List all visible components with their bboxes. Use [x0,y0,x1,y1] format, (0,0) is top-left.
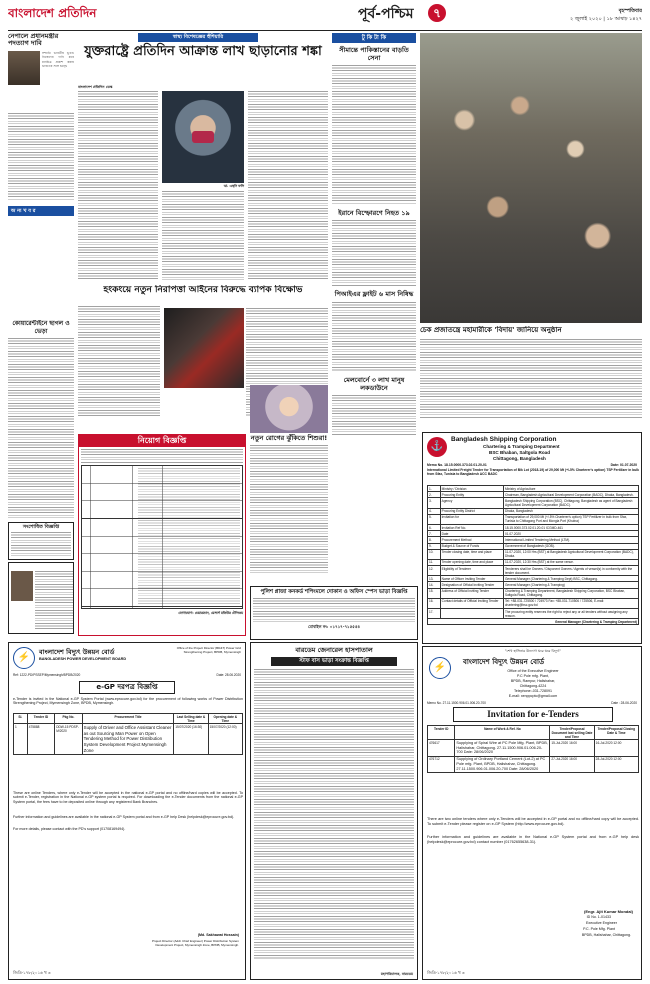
recruitment-notice [78,434,246,636]
bsc-sub1: Chartering & Tramping Department [483,444,560,449]
bsc-cell: 11. [428,559,441,565]
bpdb-right-th-close: Tender/Proposal Closing Date & Time [594,726,638,740]
bpdb-right-title: বাংলাদেশ বিদ্যুৎ উন্নয়ন বোর্ড [463,658,545,666]
bpdb-right-tel: Telephone:-031-728091 [514,689,552,693]
bsc-cell: Government of Bangladesh (GOB). [503,543,638,549]
table-row [428,514,639,524]
bsc-intro: International Limited Freight Tender for Transportation of Bik Lot (2018-19) of 29,000 Mt (+/-5% Charterer's option) TSP Fertilizer in bulk from Sfax, Tunisia to Bangladesh ACC BADC [427,468,639,477]
bsc-cell: 7. [428,531,441,537]
bsc-cell: Tenderers shall be Owners / Disponent Owners / Agents of vessel(s) in conformity with the tender document. [503,566,638,576]
bpdb-left-th-sell: Last Selling date & Time [174,714,208,724]
side-ad-body [35,571,73,631]
police-mobile: মোবাইল নং: ০১৭১৭-৭১৫৫৫৪ [307,623,361,629]
bpdb-right-th-sell: Tender/Proposal Document last selling Date and Time [551,726,593,739]
recruitment-footer: যোগাযোগ: চেয়ারম্যান, মেসার্স মতিউর টেলিকম [178,611,243,615]
bpdb-right-office1: Office of the Executive Engineer [507,669,559,673]
bpdb-left-cell-sell: 15/07/2020 (16:30) [174,724,208,755]
bpdb-left-cell-open: 15/07/2020 (12:00) [208,724,242,755]
other-news-label [8,206,74,216]
masthead [8,4,642,32]
bpdb-right-office4: Chittagong-4224 [519,684,547,688]
bpdb-right-r1-sell: 15-Jul-2020 16:00 [550,740,594,756]
table-row [428,588,639,598]
china-story [8,320,74,520]
bsc-cell: Date [440,531,503,537]
side-ad-photo [11,571,33,601]
bpdb-right-quote: "শেখ হাসিনার উদ্যোগ ঘরে ঘরে বিদ্যুৎ" [504,649,562,653]
bpdb-right-r1-id: 476617 [428,740,455,756]
bpdb-right-tender [422,646,642,980]
bsc-cell: 9. [428,543,441,549]
bpdb-left-th-open: Opening date & Time [208,714,242,724]
bpdb-left-sign-title: Project Director (Addl. Chief Engineer) Power Distribution System Development Project, Mymensingh Zone, BPDB, Mymensingh. [151,939,239,947]
tuki-kicker: টু কি টা কি [332,33,416,43]
lead-body-col3 [248,91,328,281]
czech-headline: চেক প্রজাতন্ত্রে মহামারীকে 'বিদায়' জানিয়ে অনুষ্ঠান [420,326,562,334]
bsc-cell: Address of Official Inviting Tender [440,588,503,598]
bsc-cell: 5. [428,514,441,524]
section-title: পূর্ব-পশ্চিম [358,6,414,22]
bsc-cell: 3. [428,498,441,508]
side-ad [8,562,74,634]
bsc-cell: 18.15.0000.373.02.01.20-01 ICGMD-461 [503,524,638,530]
recruitment-intro [81,449,243,463]
bpdb-right-table [427,725,639,773]
lead-headline: যুক্তরাষ্ট্রে প্রতিদিন আক্রান্ত লাখ ছাড়ানোর শঙ্কা [84,44,322,59]
bsc-cell: Agency [440,498,503,508]
bsc-cell: 4. [428,508,441,514]
recruitment-title: নিয়োগ বিজ্ঞপ্তি [79,435,245,447]
bpdb-right-sign-title2: P.C. Pole Mfg. Plant [583,927,615,931]
bsc-cell: Bangladesh Shipping Corporation (BSC), Chittagong, Bangladesh as agent of Bangladesh Agricultural Development Corporation (BADC). [503,498,638,508]
nepal-body [8,113,74,201]
bpdb-left-th-sl: Sl. [14,714,28,724]
hospital-notice [250,642,418,980]
bpdb-left-office: Office of the Project Director (BD&T) Power Grid Strengthening Project, BPDB, Mymensingh [176,646,241,654]
date: ২ জুলাই ২০২০ | ১৮ আষাঢ় ১৪২৭ [570,16,642,22]
tuki-body2 [332,220,416,286]
bpdb-left-intro: e-Tender is invited in the National e-GP System Portal (www.eprocure.gov.bd) for the procurement of following works of Power Distribution Strengthening Project, Mymensingh Zone, BPDB, Mymensingh. [13,697,243,706]
bsc-cell: Designation of Official Inviting Tender [440,582,503,588]
china-headline: কোয়ারেন্টাইনে ছাগল ও ভেড়া [12,320,70,335]
lead-photo [162,91,244,183]
tuki-h3: পিআইএর ফ্লাইট ৬ মাস নিষিদ্ধ [334,290,414,299]
bsc-cell [440,609,503,619]
bpdb-left-cell-title: Supply of Driver and Office Assistant Cleaner as out Sourcing Man Power on Open Tendering Method for Power Distribution System Development Project Mymensingh Zone [82,724,174,755]
tuki-body3 [332,302,416,372]
bpdb-left-logo-icon: ⚡ [13,647,35,669]
hospital-sign: মহাপরিচালক, বারডেম [380,971,413,976]
bsc-cell: The procuring entity reserves the right to reject any or all tenders without assigning any reason. [503,609,638,619]
bsc-date: Date: 01.07.2020 [610,463,637,467]
page-number: ৭ [428,4,446,22]
bsc-cell: 10. [428,549,441,559]
bpdb-left-tender [8,642,246,980]
kids-body [250,445,328,575]
side-notice [8,522,74,560]
bsc-cell: 11-07-2020, 12:00 Hrs (BST) at Bangladesh Agricultural Development Corporation (BADC), Dhaka. [503,549,638,559]
bpdb-right-body1: There are two online tenders where only e-Tenders will be accepted in e-GP portal and no offline/hard copy will be accepted. To submit e-Tender please register on e-GP System (http://www.eprocure.gov.bd). [427,817,639,826]
bpdb-right-ref-bottom: জিডি-১৭৮/২০১৬ খ ৩ [427,970,465,975]
bsc-sub3: Chittagong, Bangladesh [493,456,546,461]
bsc-cell: Chairman, Bangladesh Agricultural Development Corporation (BADC), Dhaka, Bangladesh. [503,492,638,498]
bsc-cell: Tender opening date, time and place [440,559,503,565]
bsc-sign: General Manager (Chartering & Tramping Department) [428,619,639,625]
nepal-caption: সম্প্রতি ভারতীয় ভূখণ্ড নিজেদের দাবি করে মানচিত্র প্রকাশ করায় ভারতের সঙ্গে দ্বন্দ্বে [42,50,74,68]
lead-story [78,33,328,283]
bsc-cell: Dhaka, Bangladesh [503,508,638,514]
table-row [428,498,639,508]
bpdb-left-sign-name: (Md. Sakhawat Hossain) [197,933,239,937]
czech-photo [420,33,642,323]
side-notice-body [11,532,71,558]
bpdb-right-r1-work: Supplying of Spiral Wire at PC Pole Mfg. Plant, BPDB, Halishahar, Chittagong. 27.11.1500.906.01.006.20-700 Date: 28/06/2020 [455,740,550,756]
bpdb-left-cell-sl: 1 [14,724,28,755]
bsc-cell: General Manager (Chartering & Tramping Dept) BSC, Chittagong. [503,576,638,582]
table-row [428,756,639,772]
bpdb-left-cell-pkg: DDW-15 PDSP-M/2020 [55,724,82,755]
bpdb-right-r2-id: 476712 [428,756,455,772]
tuki-body4 [332,395,416,435]
bpdb-left-table [13,713,243,755]
bpdb-right-sign-title3: BPDB, Halishahar, Chittagong. [581,933,631,937]
nepal-photo [8,51,40,85]
bpdb-right-sign-title1: Executive Engineer [586,921,617,925]
bsc-cell: 11-07-2020, 12:30 Hrs (BST) at the same venue. [503,559,638,565]
police-body [253,598,415,622]
bsc-cell: Tel: +88-031-725500 / 724973 Fax: +88-031-710506 / 725506, E-mail: chartering@bsc.gov.bd [503,598,638,608]
bsc-cell: Tender closing date, time and place [440,549,503,559]
czech-body [420,339,642,419]
tuki-h1: সীমান্তে পাকিস্তানের বাড়তি সেনা [339,46,409,63]
bsc-logo-icon: ⚓ [427,437,447,457]
bsc-table [427,485,639,625]
police-plaza-notice [250,586,418,640]
bpdb-left-notice-title: e-GP দরপত্র বিজ্ঞপ্তি [79,681,175,694]
bpdb-left-title: বাংলাদেশ বিদ্যুৎ উন্নয়ন বোর্ড [39,648,115,656]
bsc-cell: Procurement Method [440,537,503,543]
bpdb-left-body2: Further information and guidelines are available in the national e-GP System portal and from e-GP help Desk (helpdesk@eprocure.gov.bd). [13,815,235,819]
table-row [428,609,639,619]
bsc-cell: 12. [428,566,441,576]
bpdb-left-body3: For more details, please contact with the PD's support (01708169494). [13,827,126,831]
bpdb-right-office2: P.C Pole mfg. Plant, [517,674,549,678]
bpdb-right-r2-close: 28-Jul-2020 12:00 [594,756,638,772]
bsc-cell: 14. [428,582,441,588]
child-photo [250,385,328,433]
other-news-title: অ ন্য খ ব র [11,208,36,214]
lead-photo-caption: ডা. এন্থনি ফসি [223,184,244,188]
bsc-memo: Memo No. 18.15.0000.373.02.01.20-01 [427,463,487,467]
bpdb-left-th-pkg: Pkg No. [55,714,82,724]
bpdb-left-ref-bottom: জিডি-১৭৮/২০১৬ খ ৩ [13,970,51,975]
bpdb-right-r2-work: Supplying of Ordinary Portland Cement (Lot-2) at PC Pole mfg. Plant, BPDB, Halishahar, Chittagong. 27.11.1500.906.01.006.20-700 Date: 28/06/2020 [455,756,550,772]
nepal-headline: নেপালে প্রধানমন্ত্রীর পদত্যাগ দাবি [8,33,59,48]
lead-body-col2 [162,191,244,281]
bsc-tender [422,432,642,644]
tuki-h2: ইরানে বিস্ফোরণে নিহত ১৯ [338,209,410,218]
bsc-cell: Budget & Source of Funds [440,543,503,549]
china-body [8,338,74,518]
table-row [428,740,639,756]
kids-story [250,434,328,584]
bpdb-right-date: Date : 28-06-2020 [611,701,637,705]
masthead-logo: বাংলাদেশ প্রতিদিন [8,6,97,20]
hongkong-photo [164,308,244,388]
bsc-cell: Name of Officer Inviting Tender [440,576,503,582]
bsc-cell: Eligibility of Tenderer [440,566,503,576]
bpdb-left-title-en: BANGLADESH POWER DEVELOPMENT BOARD [39,657,127,661]
table-row [428,598,639,608]
bsc-cell: 16. [428,598,441,608]
bpdb-right-th-work: Name of Work & Ref. No [455,726,550,740]
bsc-cell: 1. [428,486,441,492]
lead-body-col1 [78,91,158,281]
mask-shape [192,131,214,143]
bpdb-right-office3: BPDB, Rampur, Halishahar, [510,679,556,683]
bsc-cell: General Manager (Chartering & Tramping) [503,582,638,588]
bsc-cell: Contact details of Official Inviting Tender [440,598,503,608]
bpdb-left-th-id: Tender ID [27,714,54,724]
table-row [14,724,243,755]
table-row [428,566,639,576]
bpdb-right-sign-id: ID No. 1-01433 [586,915,611,919]
bsc-cell: Invitation Ref No. [440,524,503,530]
bpdb-left-cell-id: 475888 [27,724,54,755]
tuki-h4: মেলবোর্নে ৩ লাখ মানুষ লকডাউনে [343,375,405,392]
hospital-title: বারডেম জেনারেল হাসপাতাল [295,646,373,654]
police-title: পুলিশ প্লাজা কনকর্ড শপিংমলে দোকান ও অফিস স্পেস ভাড়া বিজ্ঞপ্তি [260,589,408,595]
side-notice-title: সংশোধিত বিজ্ঞপ্তি [22,524,60,530]
bpdb-right-sign-name: (Engr. Ajit Kumar Mondal) [584,909,633,914]
bsc-cell: 17. [428,609,441,619]
hongkong-headline: হংকংয়ে নতুন নিরাপত্তা আইনের বিরুদ্ধে ব্যাপক বিক্ষোভ [103,285,303,295]
bsc-cell: Ministry / Division [440,486,503,492]
table-row [428,549,639,559]
tuki-body1 [332,65,416,205]
weekday: বৃহস্পতিবার [618,8,642,14]
bpdb-right-r1-close: 16-Jul-2020 12:00 [594,740,638,756]
hongkong-body-left [78,306,160,416]
tuki-taki-column [332,33,416,443]
bsc-sub2: BSC Bhaban, Saltgola Road [489,450,551,455]
bsc-cell: 15. [428,588,441,598]
bsc-cell: Chartering & Tramping Department, Bangladesh Shipping Corporation, BSC Bhaban, Saltgola Road, Chittagong. [503,588,638,598]
bpdb-right-email: E-mail: xenppcptc@gmail.com [508,694,558,698]
bsc-cell: 13. [428,576,441,582]
bpdb-right-body2: Further information and guidelines are available in the National e-GP System portal and from e-GP help desk (helpdesk@eprocure.gov.bd) contact number (01762655638-31). [427,835,639,844]
bpdb-right-memo: Memo No. 27.11.1500.906.01.006.20-700 [427,701,486,705]
hospital-body [254,669,414,959]
bpdb-right-th-id: Tender ID [428,726,455,740]
bsc-cell: 2. [428,492,441,498]
masthead-rule [8,30,642,31]
lead-byline: বাংলাদেশ প্রতিদিন ডেস্ক [78,85,113,89]
bpdb-left-body1: These are online Tenders, where only e-Tender will be accepted in the national e-GP portal and no offline/hard copies will be accepted. To submit e-Tender, registration in the National e-GP system portal is required. For downloading the e-Tender documents from the national e-GP System portal, the fees have to be deposited online through any registered Bank Branches. [13,791,243,804]
bsc-cell: Transportation of 29,000 Mt (+/-5% Charterer's option) TSP Fertilizer in bulk from Sfax, Tunisia to Chittagong Port and Mongla Port (Khulna) [503,514,638,524]
bpdb-right-notice-title: Invitation for e-Tenders [453,707,613,722]
bsc-cell: Procuring Entity District [440,508,503,514]
bpdb-right-r2-sell: 27-Jul-2020 16:00 [550,756,594,772]
bsc-cell: 01.07.2020 [503,531,638,537]
recruitment-table [81,465,243,609]
kids-headline: নতুন রোগের ঝুঁকিতে শিশুরা! [250,434,328,442]
bsc-cell: 8. [428,537,441,543]
bsc-cell: International Limited Tendering Method (LTM). [503,537,638,543]
bsc-cell: 6. [428,524,441,530]
bsc-cell: Ministry of Agriculture [503,486,638,492]
hospital-sub: স্টাফ বাস ভাড়া সংক্রান্ত বিজ্ঞপ্তি [271,657,397,666]
bpdb-right-logo-icon: ⚡ [429,657,451,679]
bpdb-left-date: Date: 28.06.2020 [216,673,241,677]
czech-story [420,326,642,426]
bsc-cell: Invitation for [440,514,503,524]
bsc-name: Bangladesh Shipping Corporation [451,436,557,443]
bpdb-left-ref: Ref: 1222-PD/PSSEP/Mymensingh/BPDB/2020 [13,673,81,677]
nepal-story [8,33,74,203]
lead-kicker: স্বাস্থ্য বিশেষজ্ঞের হুঁশিয়ারি [138,33,258,42]
bsc-cell: Procuring Entity [440,492,503,498]
bpdb-left-th-title: Procurement Title [82,714,174,724]
